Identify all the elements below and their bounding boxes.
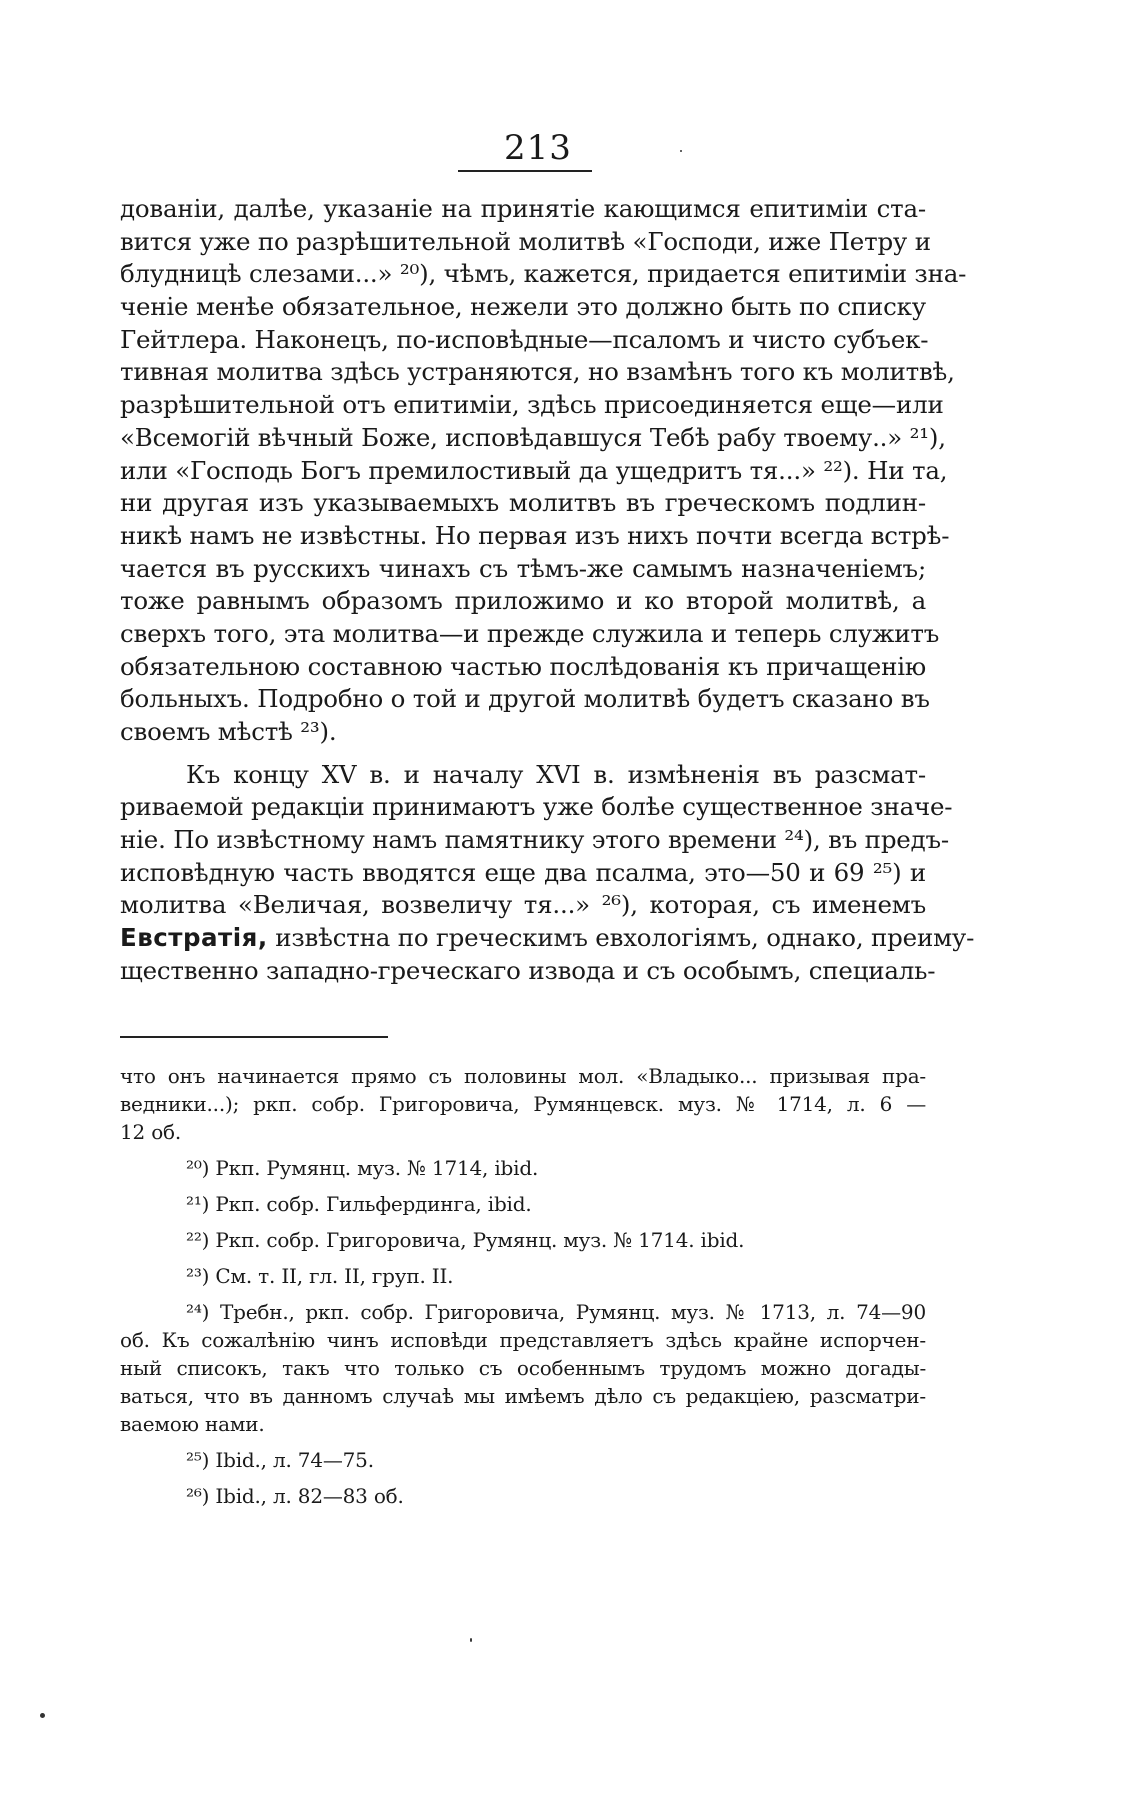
footnote-24: ²⁴) Требн., ркп. собр. Григоровича, Румянц. муз. № 1713, л. 74—90 — [186, 1300, 926, 1324]
ink-speck — [470, 1638, 472, 1642]
text-line: тоже равнымъ образомъ приложимо и ко второй молитвѣ, а — [120, 586, 926, 616]
footnote-gap — [120, 1438, 926, 1446]
text-line: сверхъ того, эта молитва—и прежде служила и теперь служитъ — [120, 618, 940, 648]
footnote-21: ²¹) Ркп. собр. Гильфердинга, ibid. — [186, 1192, 532, 1216]
text-line: блудницѣ слезами...» ²⁰), чѣмъ, кажется, придается епитиміи зна- — [120, 259, 967, 289]
footnote-line: ный списокъ, такъ что только съ особеннымъ трудомъ можно догады- — [120, 1356, 926, 1380]
footnote-23: ²³) См. т. II, гл. II, груп. II. — [186, 1264, 454, 1288]
footnote-separator — [120, 1036, 388, 1038]
paragraph-gap — [120, 749, 926, 759]
footnote-line: ваться, что въ данномъ случаѣ мы имѣемъ дѣло съ редакціею, разсматри- — [120, 1384, 926, 1408]
footnote-gap — [120, 1182, 926, 1190]
footnote-gap — [120, 1146, 926, 1154]
text-line: Къ концу XV в. и началу XVI в. измѣненія въ разсмат- — [186, 759, 926, 789]
text-line: разрѣшительной отъ епитиміи, здѣсь присоединяется еще—или — [120, 390, 944, 420]
text-line: молитва «Величая, возвеличу тя...» ²⁶), которая, съ именемъ — [120, 890, 926, 920]
text-line: щественно западно-греческаго извода и съ особымъ, специаль- — [120, 955, 936, 985]
footnote-26: ²⁶) Ibid., л. 82—83 об. — [186, 1484, 404, 1508]
text-line: обязательною составною частью послѣдованія къ причащенію — [120, 651, 926, 681]
ink-speck — [680, 150, 682, 152]
footnote-gap — [120, 1218, 926, 1226]
footnote-gap — [120, 1474, 926, 1482]
footnote-line: ведники...); ркп. собр. Григоровича, Румянцевск. муз. № 1714, л. 6 — — [120, 1092, 926, 1116]
text-line: исповѣдную часть вводятся еще два псалма, это—50 и 69 ²⁵) и — [120, 857, 926, 887]
footnote-25: ²⁵) Ibid., л. 74—75. — [186, 1448, 374, 1472]
footnote-22: ²²) Ркп. собр. Григоровича, Румянц. муз. № 1714. ibid. — [186, 1228, 745, 1252]
footnote-line: об. Къ сожалѣнію чинъ исповѣди представляетъ здѣсь крайне испорчен- — [120, 1328, 926, 1352]
text-line: риваемой редакціи принимаютъ уже болѣе существенное значе- — [120, 792, 953, 822]
text-line: ніе. По извѣстному намъ памятнику этого времени ²⁴), въ предъ- — [120, 825, 949, 855]
text-line: Гейтлера. Наконецъ, по-исповѣдные—псаломъ и чисто субъек- — [120, 324, 929, 354]
text-line-with-name — [120, 922, 975, 955]
text-line: чается въ русскихъ чинахъ съ тѣмъ-же самымъ назначеніемъ; — [120, 553, 926, 583]
footnote-line: ваемою нами. — [120, 1412, 265, 1436]
text-line: или «Господь Богъ премилостивый да ущедритъ тя...» ²²). Ни та, — [120, 455, 948, 485]
page-number: 213 — [504, 128, 572, 168]
main-text — [120, 193, 975, 988]
footnote-line: что онъ начинается прямо съ половины мол. «Владыко... призывая пра- — [120, 1064, 926, 1088]
text-line: вится уже по разрѣшительной молитвѣ «Господи, иже Петру и — [120, 226, 931, 256]
footnotes — [120, 1062, 926, 1510]
footnote-20: ²⁰) Ркп. Румянц. муз. № 1714, ibid. — [186, 1156, 539, 1180]
footnote-gap — [120, 1254, 926, 1262]
text-line: никѣ намъ не извѣстны. Но первая изъ нихъ почти всегда встрѣ- — [120, 520, 950, 550]
text-line: своемъ мѣстѣ ²³). — [120, 717, 337, 746]
text-line: тивная молитва здѣсь устраняются, но взамѣнъ того къ молитвѣ, — [120, 357, 955, 387]
text-line: больныхъ. Подробно о той и другой молитвѣ будетъ сказано въ — [120, 684, 930, 714]
page-number-underline — [458, 170, 592, 172]
ink-speck — [40, 1713, 45, 1718]
bold-name: Евстратія, — [120, 923, 268, 953]
footnote-gap — [120, 1290, 926, 1298]
text-line: ченіе менѣе обязательное, нежели это должно быть по списку — [120, 292, 926, 322]
text-line: дованіи, далѣе, указаніе на принятіе кающимся епитиміи ста- — [120, 194, 926, 223]
footnote-line: 12 об. — [120, 1120, 182, 1144]
text-line: «Всемогій вѣчный Боже, исповѣдавшуся Тебѣ рабу твоему..» ²¹), — [120, 422, 946, 452]
text-line: ни другая изъ указываемыхъ молитвъ въ греческомъ подлин- — [120, 488, 926, 518]
text-fragment: извѣстна по греческимъ евхологіямъ, однако, преиму- — [267, 923, 975, 953]
